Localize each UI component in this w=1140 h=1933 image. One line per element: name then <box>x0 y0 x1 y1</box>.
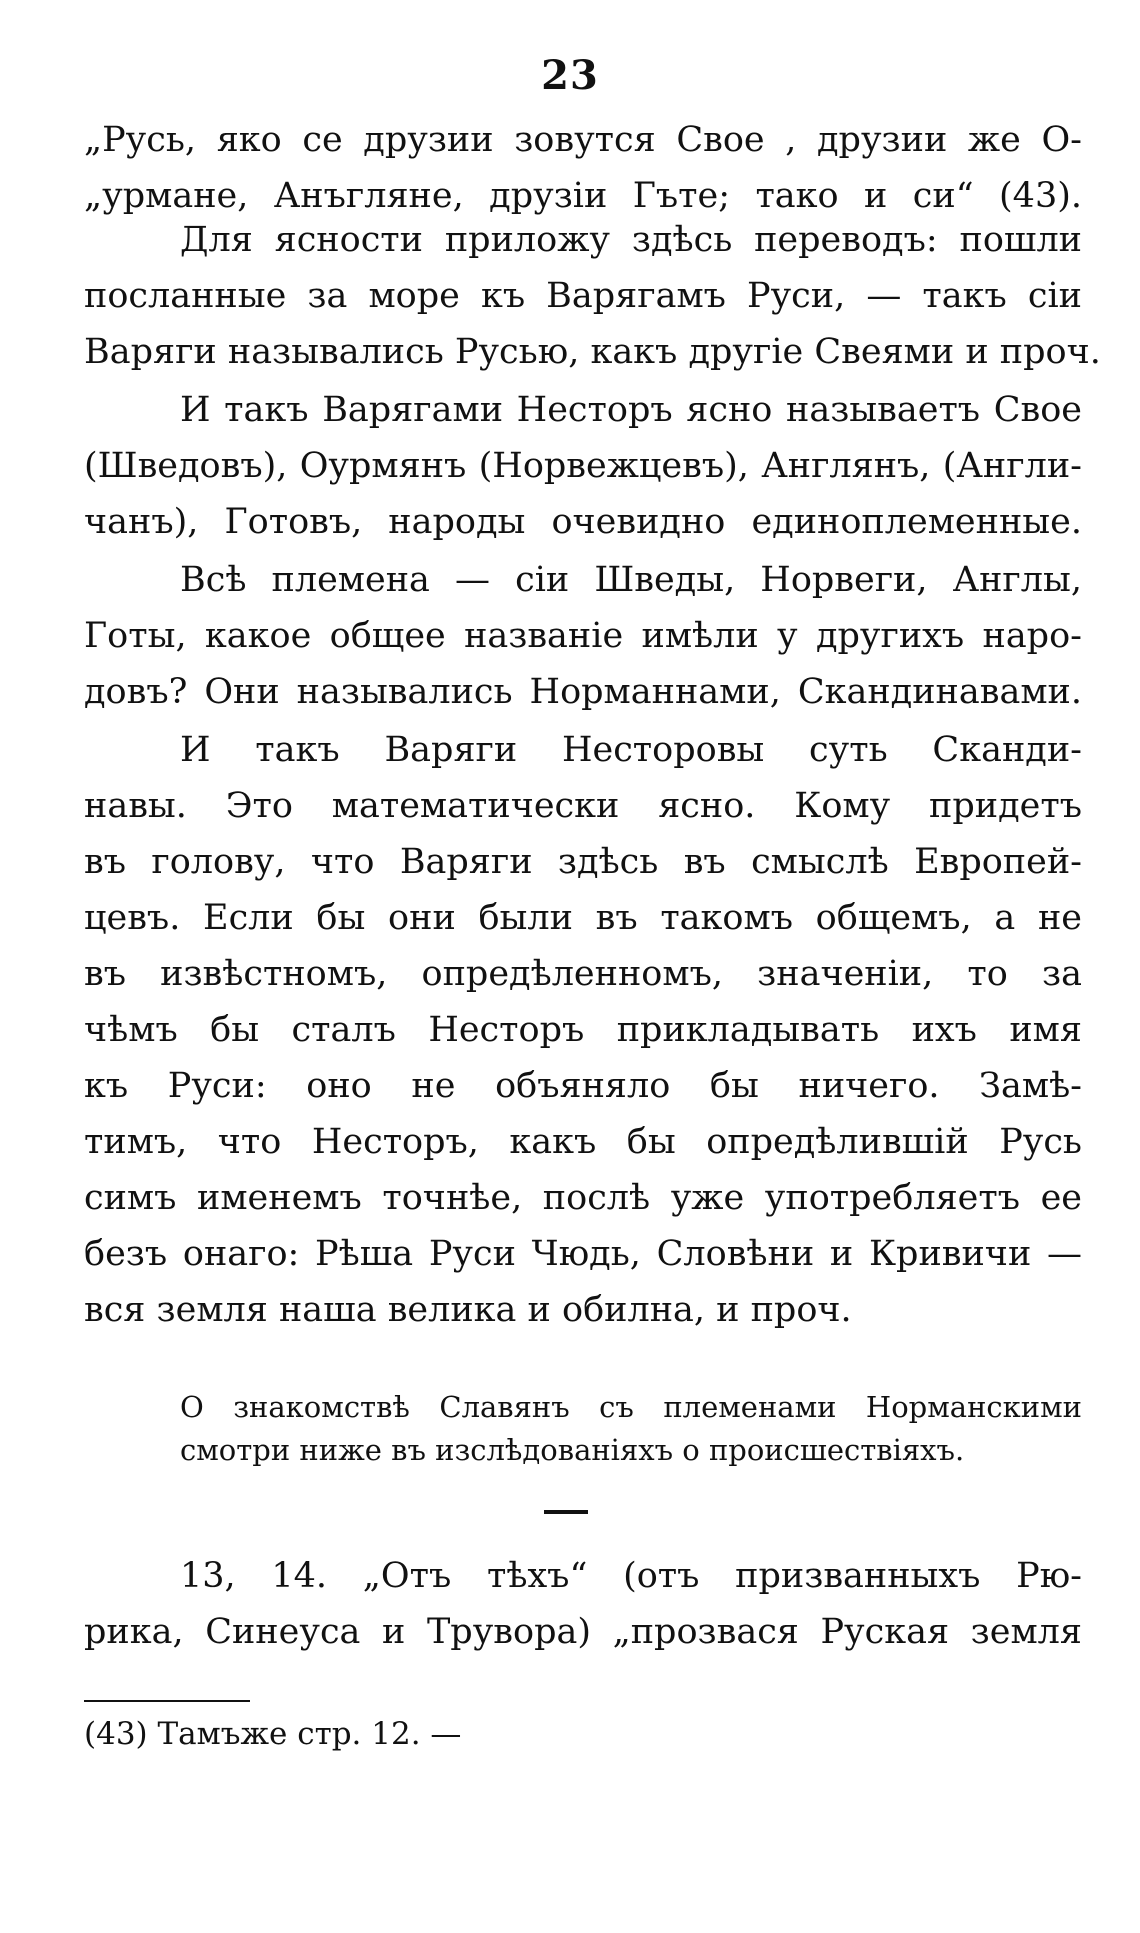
commentary-line: рика, Синеуса и Трувора) „прозвася Руская земля <box>84 1612 1082 1652</box>
section-separator <box>544 1510 588 1514</box>
quote-line: „Русь, яко се друзии зовутся Свое , друзии же О- <box>84 120 1082 160</box>
paragraph-line: навы. Это математически ясно. Кому придетъ <box>84 786 1082 826</box>
paragraph-line: чанъ), Готовъ, народы очевидно единоплеменные. <box>84 502 1082 542</box>
paragraph-line: И такъ Варягами Несторъ ясно называетъ Свое <box>180 390 1082 430</box>
paragraph-line: посланные за море къ Варягамъ Руси, — такъ сіи <box>84 276 1082 316</box>
paragraph-varangians <box>84 382 1082 550</box>
paragraph-line: цевъ. Если бы они были въ такомъ общемъ, а не <box>84 898 1082 938</box>
footnote: (43) Тамъже стр. 12. — <box>84 1716 462 1752</box>
paragraph-line: Для ясности приложу здѣсь переводъ: пошли <box>180 220 1082 260</box>
footnote-rule <box>84 1700 250 1702</box>
paragraph-line: чѣмъ бы сталъ Несторъ прикладывать ихъ имя <box>84 1010 1082 1050</box>
paragraph-translation <box>84 212 1101 380</box>
paragraph-scandinavians <box>84 722 1082 1338</box>
paragraph-line: довъ? Они назывались Норманнами, Скандинавами. <box>84 672 1082 712</box>
note-line: О знакомствѣ Славянъ съ племенами Норманскими <box>180 1390 1082 1424</box>
note-block <box>84 1386 1082 1472</box>
paragraph-line: въ голову, что Варяги здѣсь въ смыслѣ Европей- <box>84 842 1082 882</box>
paragraph-line: симъ именемъ точнѣе, послѣ уже употребляетъ ее <box>84 1178 1082 1218</box>
paragraph-line: безъ онаго: Рѣша Руси Чюдь, Словѣни и Кривичи — <box>84 1234 1082 1274</box>
commentary-block <box>84 1548 1082 1660</box>
paragraph-line: въ извѣстномъ, опредѣленномъ, значеніи, то за <box>84 954 1082 994</box>
paragraph-line: тимъ, что Несторъ, какъ бы опредѣлившій Русь <box>84 1122 1082 1162</box>
paragraph-tribes <box>84 552 1082 720</box>
paragraph-line: Варяги назывались Русью, какъ другіе Свеями и проч. <box>84 332 1101 372</box>
paragraph-line: къ Руси: оно не объяняло бы ничего. Замѣ- <box>84 1066 1082 1106</box>
paragraph-line: Всѣ племена — сіи Шведы, Норвеги, Англы, <box>180 560 1082 600</box>
page-number: 23 <box>541 52 599 99</box>
commentary-line: 13, 14. „Отъ тѣхъ“ (отъ призванныхъ Рю- <box>180 1556 1082 1596</box>
paragraph-line: И такъ Варяги Несторовы суть Сканди- <box>180 730 1082 770</box>
paragraph-line: вся земля наша велика и обилна, и проч. <box>84 1290 852 1330</box>
quote-line: „урмане, Анъгляне, друзіи Гъте; тако и си“ (43). <box>84 176 1082 216</box>
paragraph-line: Готы, какое общее названіе имѣли у другихъ наро- <box>84 616 1082 656</box>
note-line: смотри ниже въ изслѣдованіяхъ о происшествіяхъ. <box>180 1433 965 1467</box>
quote-block <box>84 112 1082 224</box>
paragraph-line: (Шведовъ), Оурмянъ (Норвежцевъ), Англянъ, (Англи- <box>84 446 1082 486</box>
